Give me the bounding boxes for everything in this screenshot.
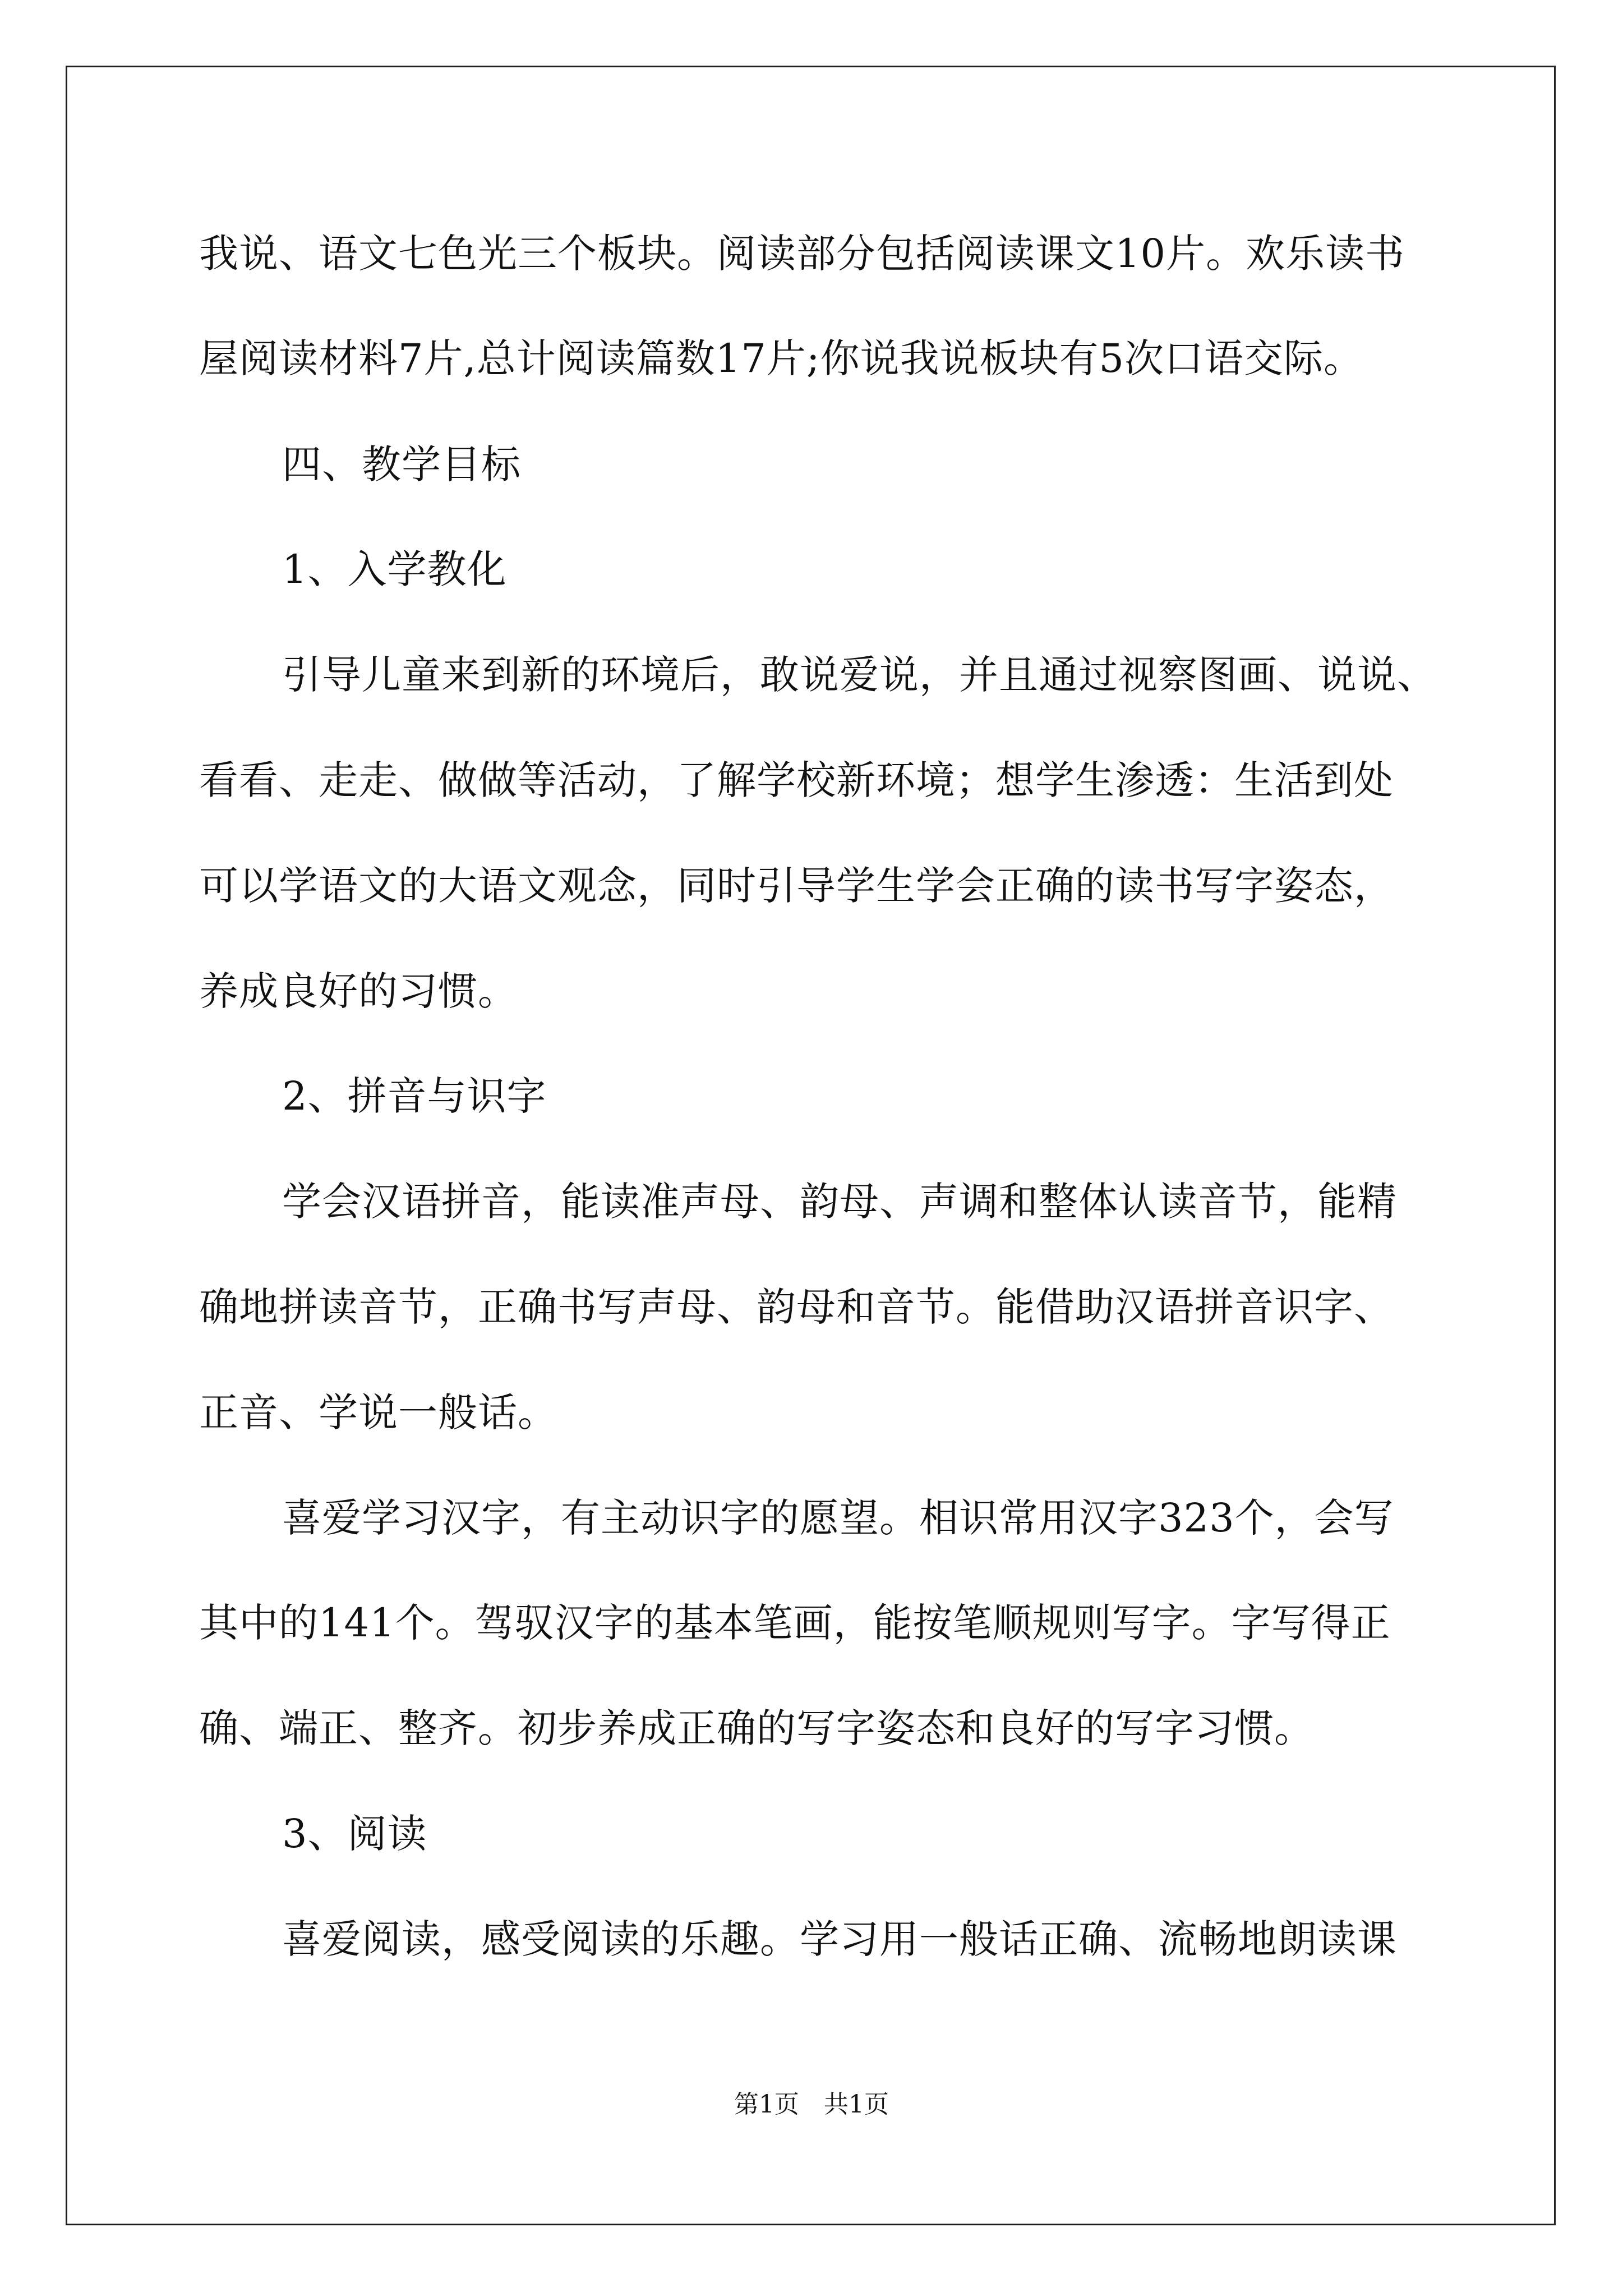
text-line: 正音、学说一般话。 — [199, 1389, 557, 1435]
page-number-footer: 第1页 共1页 — [734, 2090, 889, 2119]
page-border — [66, 66, 1556, 2225]
text-line: 养成良好的习惯。 — [199, 968, 518, 1014]
text-line: 看看、走走、做做等活动，了解学校新环境；想学生渗透：生活到处 — [199, 757, 1394, 803]
text-line: 我说、语文七色光三个板块。阅读部分包括阅读课文10片。欢乐读书 — [199, 231, 1405, 277]
subsection-heading: 1、入学教化 — [282, 546, 507, 592]
text-line: 确、端正、整齐。初步养成正确的写字姿态和良好的写字习惯。 — [199, 1705, 1314, 1751]
text-line: 确地拼读音节，正确书写声母、韵母和音节。能借助汉语拼音识字、 — [199, 1284, 1394, 1330]
text-line: 可以学语文的大语文观念，同时引导学生学会正确的读书写字姿态， — [199, 863, 1394, 909]
text-line: 引导儿童来到新的环境后，敢说爱说，并且通过视察图画、说说、 — [282, 652, 1437, 698]
section-heading: 四、教学目标 — [282, 441, 521, 487]
text-line: 其中的141个。驾驭汉字的基本笔画，能按笔顺规则写字。字写得正 — [199, 1600, 1391, 1646]
subsection-heading: 2、拼音与识字 — [282, 1073, 547, 1119]
subsection-heading: 3、阅读 — [282, 1811, 427, 1857]
text-line: 屋阅读材料7片,总计阅读篇数17片;你说我说板块有5次口语交际。 — [199, 335, 1363, 381]
text-line: 喜爱学习汉字，有主动识字的愿望。相识常用汉字323个，会写 — [282, 1495, 1394, 1541]
text-line: 喜爱阅读，感受阅读的乐趣。学习用一般话正确、流畅地朗读课 — [282, 1916, 1397, 1962]
text-line: 学会汉语拼音，能读准声母、韵母、声调和整体认读音节，能精 — [282, 1179, 1397, 1225]
